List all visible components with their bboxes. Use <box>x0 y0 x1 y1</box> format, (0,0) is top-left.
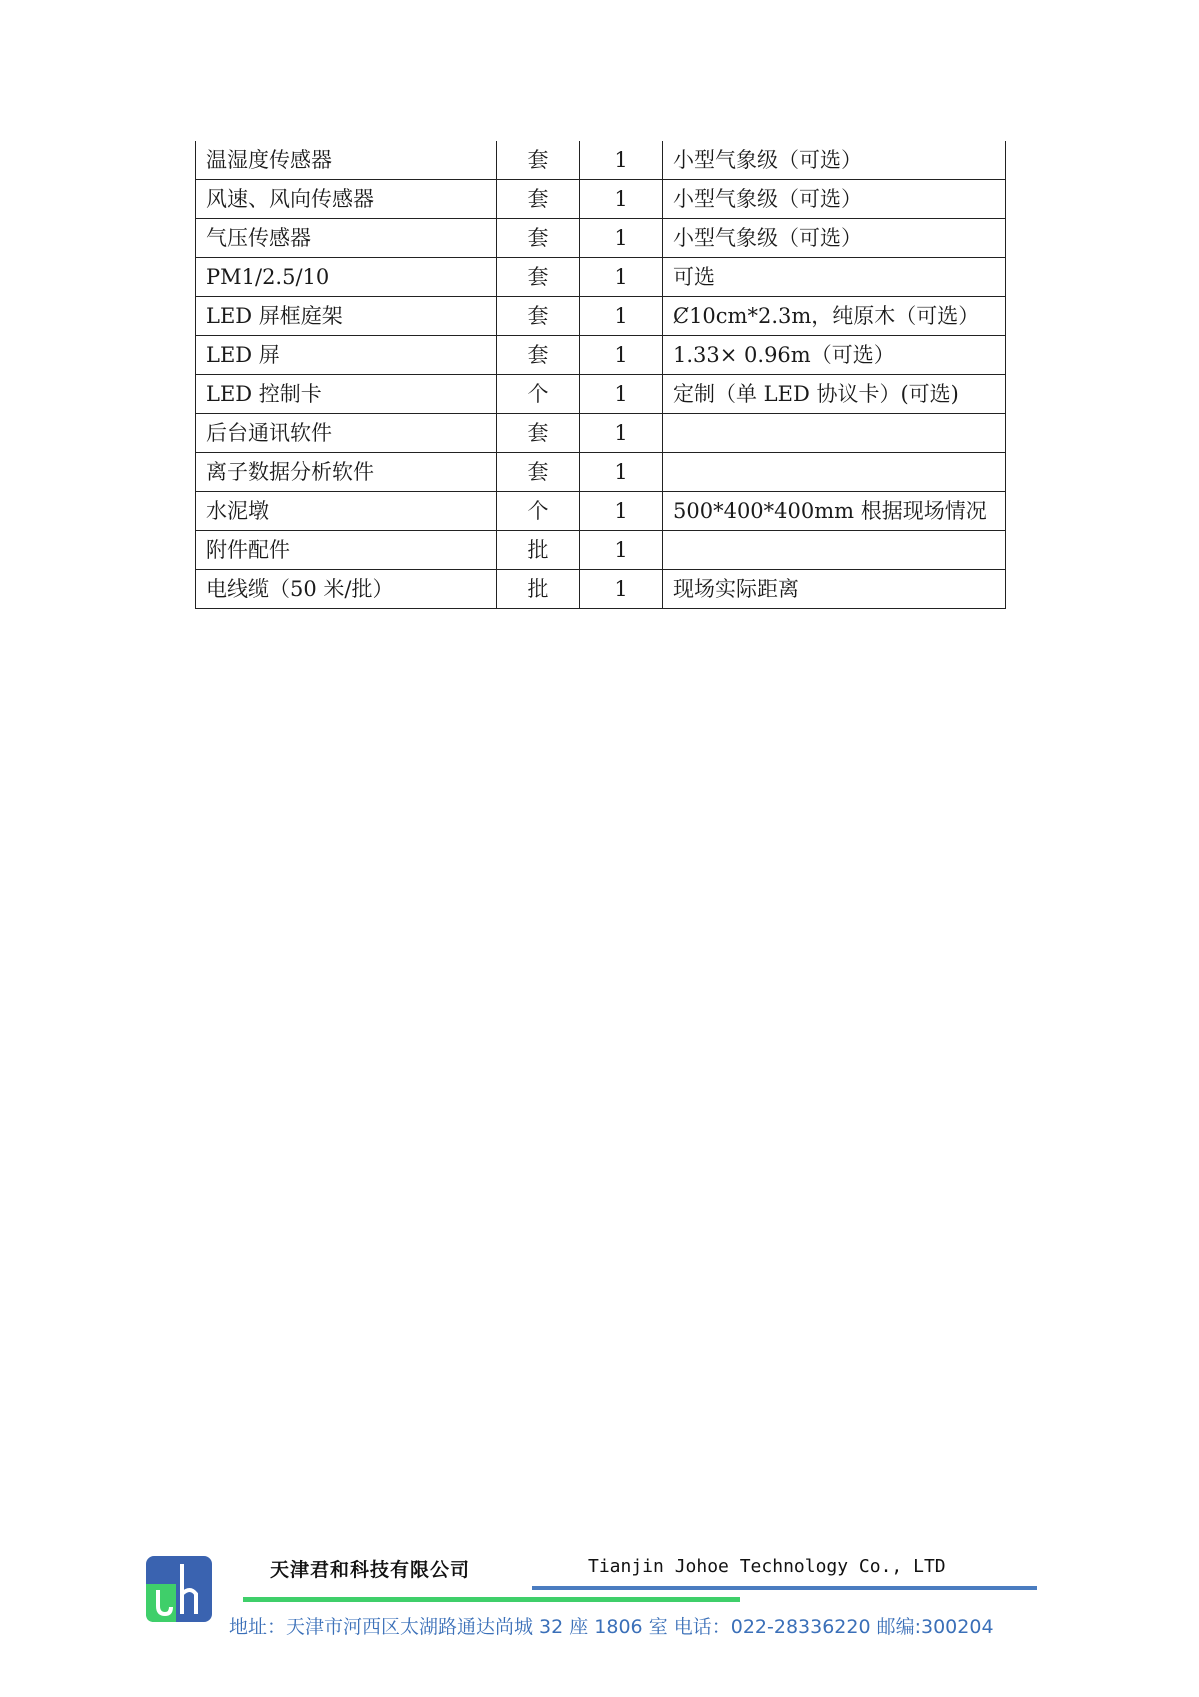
cell-quantity: 1 <box>580 453 663 492</box>
cell-note <box>663 531 1006 570</box>
cell-note: 500*400*400mm 根据现场情况 <box>663 492 1006 531</box>
cell-quantity: 1 <box>580 375 663 414</box>
cell-item-name: 风速、风向传感器 <box>196 180 497 219</box>
cell-quantity: 1 <box>580 258 663 297</box>
footer-divider-blue <box>532 1586 1037 1590</box>
company-name-en: Tianjin Johoe Technology Co., LTD <box>588 1556 946 1577</box>
cell-note <box>663 414 1006 453</box>
cell-item-name: 后台通讯软件 <box>196 414 497 453</box>
cell-quantity: 1 <box>580 219 663 258</box>
table-row <box>196 219 1006 258</box>
company-name-cn: 天津君和科技有限公司 <box>270 1559 471 1581</box>
cell-item-name: 气压传感器 <box>196 219 497 258</box>
table-row <box>196 375 1006 414</box>
cell-item-name: 离子数据分析软件 <box>196 453 497 492</box>
jh-logo-icon <box>146 1556 212 1622</box>
table-row <box>196 258 1006 297</box>
cell-unit: 个 <box>497 375 580 414</box>
table-row <box>196 570 1006 609</box>
cell-quantity: 1 <box>580 414 663 453</box>
cell-item-name: LED 控制卡 <box>196 375 497 414</box>
cell-unit: 套 <box>497 297 580 336</box>
cell-note: 小型气象级（可选） <box>663 219 1006 258</box>
cell-item-name: LED 屏框庭架 <box>196 297 497 336</box>
cell-item-name: 水泥墩 <box>196 492 497 531</box>
cell-note <box>663 453 1006 492</box>
cell-unit: 套 <box>497 414 580 453</box>
cell-item-name: 电线缆（50 米/批） <box>196 570 497 609</box>
equipment-table <box>195 141 1006 609</box>
cell-quantity: 1 <box>580 336 663 375</box>
table-row <box>196 414 1006 453</box>
cell-note: 定制（单 LED 协议卡）(可选) <box>663 375 1006 414</box>
equipment-table-body <box>196 141 1006 609</box>
cell-item-name: LED 屏 <box>196 336 497 375</box>
cell-unit: 套 <box>497 219 580 258</box>
cell-unit: 套 <box>497 336 580 375</box>
cell-note: 小型气象级（可选） <box>663 180 1006 219</box>
cell-quantity: 1 <box>580 141 663 180</box>
cell-note: 可选 <box>663 258 1006 297</box>
table-row <box>196 492 1006 531</box>
table-row <box>196 180 1006 219</box>
cell-unit: 套 <box>497 180 580 219</box>
cell-quantity: 1 <box>580 180 663 219</box>
cell-unit: 套 <box>497 453 580 492</box>
cell-note: Ȼ10cm*2.3m，纯原木（可选） <box>663 297 1006 336</box>
table-row <box>196 531 1006 570</box>
company-address: 地址：天津市河西区太湖路通达尚城 32 座 1806 室 电话：022-28336220 邮编:300204 <box>229 1616 994 1638</box>
cell-quantity: 1 <box>580 531 663 570</box>
table-row <box>196 297 1006 336</box>
cell-unit: 套 <box>497 258 580 297</box>
cell-item-name: PM1/2.5/10 <box>196 258 497 297</box>
cell-unit: 个 <box>497 492 580 531</box>
cell-item-name: 温湿度传感器 <box>196 141 497 180</box>
cell-quantity: 1 <box>580 570 663 609</box>
cell-note: 小型气象级（可选） <box>663 141 1006 180</box>
cell-unit: 批 <box>497 570 580 609</box>
footer-divider-green <box>243 1597 740 1602</box>
cell-note: 1.33× 0.96m（可选） <box>663 336 1006 375</box>
cell-quantity: 1 <box>580 492 663 531</box>
table-row <box>196 141 1006 180</box>
cell-quantity: 1 <box>580 297 663 336</box>
cell-item-name: 附件配件 <box>196 531 497 570</box>
table-row <box>196 336 1006 375</box>
cell-note: 现场实际距离 <box>663 570 1006 609</box>
table-row <box>196 453 1006 492</box>
cell-unit: 批 <box>497 531 580 570</box>
cell-unit: 套 <box>497 141 580 180</box>
